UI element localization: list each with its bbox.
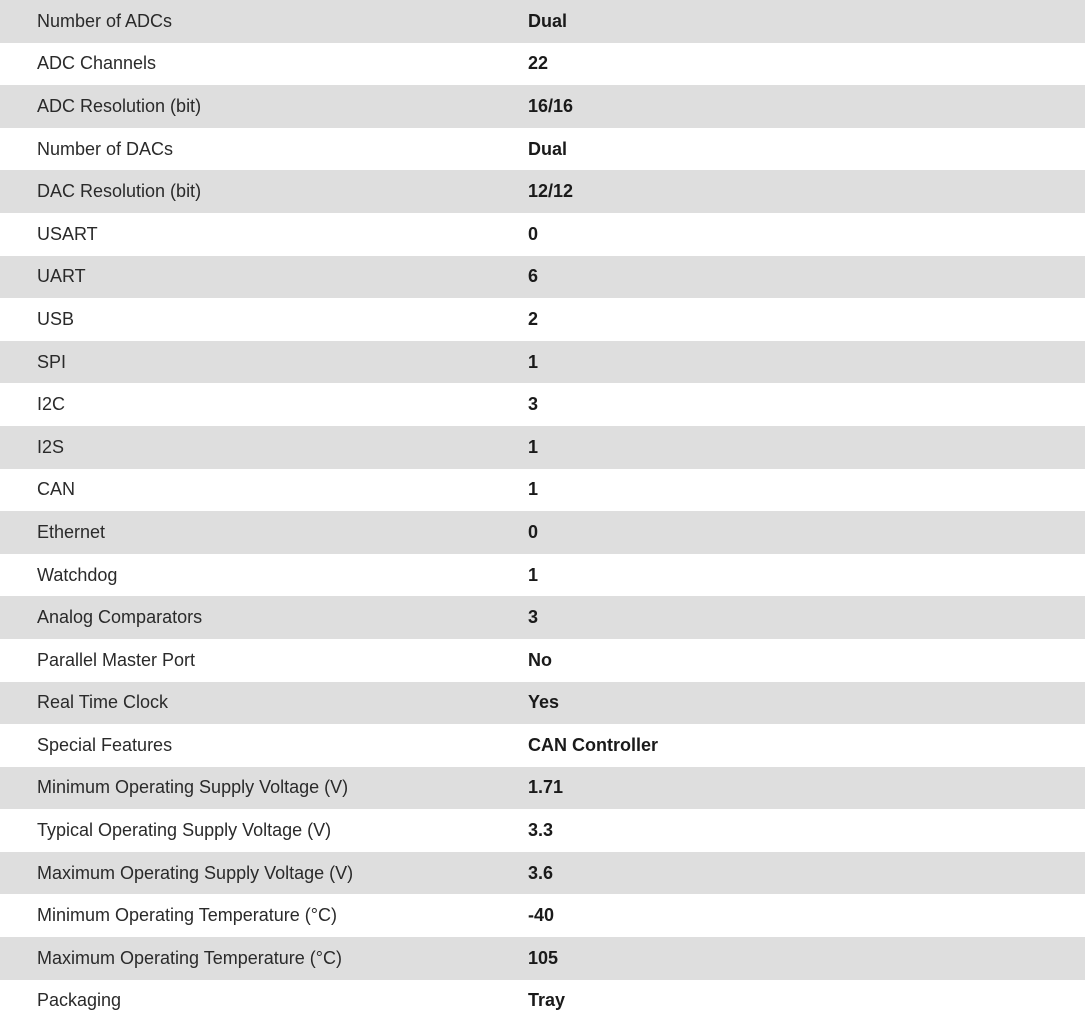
spec-row-parallel-master-port bbox=[0, 639, 1085, 682]
spec-value: 105 bbox=[528, 947, 559, 968]
spec-row-adc-channels bbox=[0, 43, 1085, 86]
spec-row-packaging bbox=[0, 980, 1085, 1020]
spec-value: 1 bbox=[528, 351, 539, 372]
spec-label: Maximum Operating Temperature (°C) bbox=[37, 947, 342, 968]
spec-label: Packaging bbox=[37, 990, 122, 1011]
spec-row-watchdog bbox=[0, 554, 1085, 597]
spec-label: ADC Resolution (bit) bbox=[37, 95, 202, 116]
spec-label: I2S bbox=[37, 436, 65, 457]
spec-row-number-of-adcs bbox=[0, 0, 1085, 43]
spec-value: 1 bbox=[528, 436, 539, 457]
spec-label: DAC Resolution (bit) bbox=[37, 181, 202, 202]
spec-value: 16/16 bbox=[528, 95, 574, 116]
spec-value: No bbox=[528, 649, 552, 670]
spec-label: UART bbox=[37, 266, 86, 287]
spec-label: Ethernet bbox=[37, 521, 106, 542]
spec-value: 2 bbox=[528, 308, 539, 329]
spec-row-analog-comparators bbox=[0, 596, 1085, 639]
spec-value: 3.3 bbox=[528, 820, 554, 841]
spec-value: CAN Controller bbox=[528, 734, 658, 755]
spec-value: 3 bbox=[528, 394, 539, 415]
spec-value: 1.71 bbox=[528, 777, 564, 798]
spec-row-i2s bbox=[0, 426, 1085, 469]
spec-label: SPI bbox=[37, 351, 67, 372]
spec-row-min-supply-voltage bbox=[0, 767, 1085, 810]
spec-row-real-time-clock bbox=[0, 682, 1085, 725]
spec-label: Number of ADCs bbox=[37, 10, 173, 31]
spec-row-dac-resolution bbox=[0, 170, 1085, 213]
spec-value: Yes bbox=[528, 692, 560, 713]
spec-label: Maximum Operating Supply Voltage (V) bbox=[37, 862, 354, 883]
spec-label: Watchdog bbox=[37, 564, 118, 585]
spec-label: ADC Channels bbox=[37, 53, 157, 74]
spec-label: Special Features bbox=[37, 734, 173, 755]
spec-row-special-features bbox=[0, 724, 1085, 767]
spec-value: 3 bbox=[528, 607, 539, 628]
spec-value: 0 bbox=[528, 223, 539, 244]
spec-label: CAN bbox=[37, 479, 76, 500]
spec-label: Minimum Operating Supply Voltage (V) bbox=[37, 777, 349, 798]
spec-label: I2C bbox=[37, 394, 66, 415]
spec-value: 12/12 bbox=[528, 181, 574, 202]
spec-value: 3.6 bbox=[528, 862, 554, 883]
spec-label: USART bbox=[37, 223, 98, 244]
spec-label: USB bbox=[37, 308, 75, 329]
spec-label: Real Time Clock bbox=[37, 692, 169, 713]
spec-row-adc-resolution bbox=[0, 85, 1085, 128]
spec-value: 1 bbox=[528, 564, 539, 585]
spec-row-number-of-dacs bbox=[0, 128, 1085, 171]
spec-label: Typical Operating Supply Voltage (V) bbox=[37, 820, 332, 841]
spec-row-min-operating-temperature bbox=[0, 894, 1085, 937]
spec-label: Parallel Master Port bbox=[37, 649, 196, 670]
spec-row-spi bbox=[0, 341, 1085, 384]
spec-row-ethernet bbox=[0, 511, 1085, 554]
spec-row-max-supply-voltage bbox=[0, 852, 1085, 895]
spec-value: Dual bbox=[528, 10, 568, 31]
spec-row-usart bbox=[0, 213, 1085, 256]
spec-value: 22 bbox=[528, 53, 549, 74]
spec-value: Tray bbox=[528, 990, 566, 1011]
spec-label: Minimum Operating Temperature (°C) bbox=[37, 905, 337, 926]
spec-row-can bbox=[0, 469, 1085, 512]
spec-value: 1 bbox=[528, 479, 539, 500]
spec-row-max-operating-temperature bbox=[0, 937, 1085, 980]
spec-value: 0 bbox=[528, 521, 539, 542]
spec-row-i2c bbox=[0, 383, 1085, 426]
spec-value: Dual bbox=[528, 138, 568, 159]
spec-label: Number of DACs bbox=[37, 138, 174, 159]
spec-row-usb bbox=[0, 298, 1085, 341]
spec-value: -40 bbox=[528, 905, 555, 926]
spec-value: 6 bbox=[528, 266, 539, 287]
spec-row-uart bbox=[0, 256, 1085, 299]
spec-row-typical-supply-voltage bbox=[0, 809, 1085, 852]
spec-label: Analog Comparators bbox=[37, 607, 203, 628]
